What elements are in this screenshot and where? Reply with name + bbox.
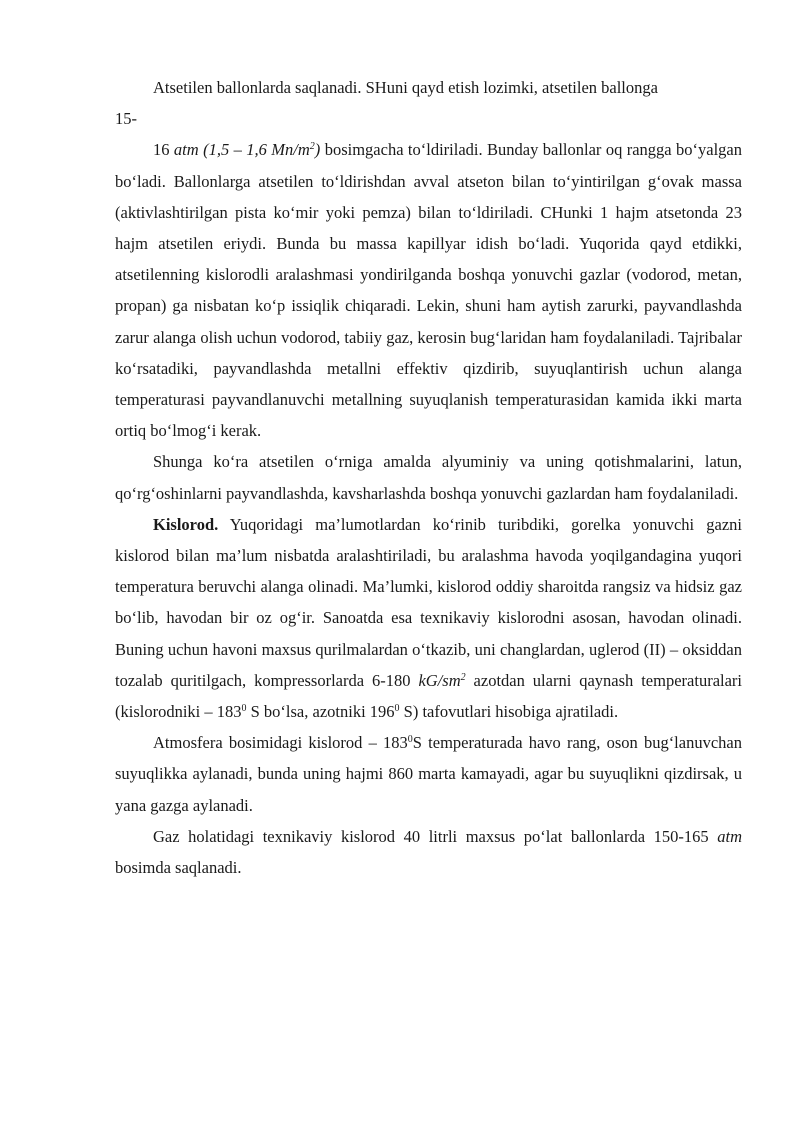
- p6-pressure-unit: atm: [717, 826, 742, 846]
- p4-degree-1: 0: [241, 703, 247, 715]
- paragraph-2: [115, 134, 742, 446]
- p5-text-2: S temperaturada havo rang, oson bug‘lanuvchan suyuqlikka aylanadi, bunda uning hajmi 860 marta kamayadi, agar bu suyuqlikni qizdirsak, u yana gazga aylanadi.: [115, 733, 742, 815]
- paragraph-1-line-2: 15-: [115, 109, 137, 129]
- p2-text-1: 16: [153, 140, 174, 160]
- paragraph-4: [115, 509, 742, 727]
- p5-text-1: Atmosfera bosimidagi kislorod – 183: [153, 733, 408, 753]
- kislorod-heading: Kislorod.: [153, 514, 219, 534]
- p2-text-2: bosimgacha to‘ldiriladi. Bunday ballonlar oq rangga bo‘yalgan bo‘ladi. Ballonlarga atsetilen to‘ldirishdan avval atseton bilan to‘yintirilgan g‘ovak massa (aktivlashtirilgan pista ko‘mir yoki pemza) bilan to‘ldiriladi. CHunki 1 hajm atsetonda 23 hajm atsetilen eriydi. Bunda bu massa kapillyar idish bo‘ladi. Yuqorida qayd etdikki, atsetilenning kislorodli aralashmasi yondirilganda boshqa yonuvchi gazlar (vodorod, metan, propan) ga nisbatan ko‘p issiqlik chiqaradi. Lekin, shuni ham aytish zarurki, payvandlashda zarur alanga olish uchun vodorod, tabiiy gaz, kerosin bug‘laridan ham foydalaniladi. Tajribalar ko‘rsatadiki, payvandlashda metallni effektiv qizdirib, suyuqlantirish uchun alanga temperaturasi payvandlanuvchi metallning suyuqlanish temperaturasidan kamida ikki marta ortiq bo‘lmog‘i kerak.: [115, 140, 743, 441]
- p2-pressure-unit: [174, 140, 320, 159]
- p4-text-3: S bo‘lsa, azotniki 196: [246, 702, 395, 722]
- p4-degree-2: 0: [394, 703, 400, 715]
- p4-text-4: S) tafovutlari hisobiga ajratiladi.: [399, 702, 619, 722]
- p5-degree: 0: [407, 734, 413, 746]
- p4-text-2: azotdan ularni qaynash temperaturalari (kislorodniki – 183: [115, 670, 742, 722]
- p4-text-1: Yuqoridagi ma’lumotlardan ko‘rinib turibdiki, gorelka yonuvchi gazni kislorod bilan ma’lum nisbatda aralashtiriladi, bu aralashma havoda yoqilgandagina yuqori temperatura beruvchi alanga olinadi. Ma’lumki, kislorod oddiy sharoitda rangsiz va hidsiz gaz bo‘lib, havodan bir oz og‘ir. Sanoatda esa texnikaviy kislorodni asosan, havodan olinadi. Buning uchun havoni maxsus qurilmalardan o‘tkazib, uni changlardan, uglerod (II) – oksiddan tozalab quritilgach, kompressorlarda 6-180: [115, 514, 742, 690]
- p6-text-1: Gaz holatidagi texnikaviy kislorod 40 litrli maxsus po‘lat ballonlarda 150-165: [153, 826, 718, 846]
- p2-unit-end: ): [314, 140, 321, 160]
- p6-text-2: bosimda saqlanadi.: [115, 858, 242, 878]
- paragraph-6: [115, 821, 742, 883]
- paragraph-1: [115, 72, 742, 103]
- p3-text: Shunga ko‘ra atsetilen o‘rniga amalda alyuminiy va uning qotishmalarini, latun, qo‘rg‘oshinlarni payvandlashda, kavsharlashda boshqa yonuvchi gazlardan ham foydalaniladi.: [115, 452, 742, 503]
- p4-unit-superscript: 2: [460, 671, 466, 683]
- p4-unit-text: kG/sm: [418, 670, 461, 690]
- document-page: [115, 72, 742, 883]
- paragraph-1-continuation: [115, 103, 742, 134]
- paragraph-1-line-1: Atsetilen ballonlarda saqlanadi. SHuni qayd etish lozimki, atsetilen ballonga: [153, 78, 658, 97]
- p2-unit-text: atm (1,5 – 1,6 Mn/m: [173, 140, 310, 160]
- p4-pressure-unit: [418, 671, 465, 690]
- p2-unit-superscript: 2: [309, 141, 315, 153]
- paragraph-3: [115, 446, 742, 508]
- paragraph-5: [115, 727, 742, 821]
